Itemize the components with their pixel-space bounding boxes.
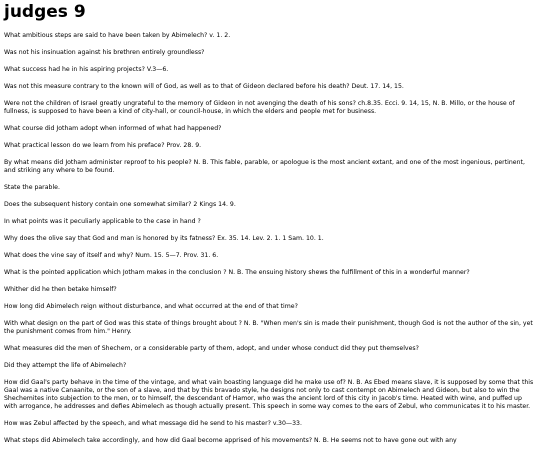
question-item: What success had he in his aspiring projects? V.3—6.	[4, 66, 169, 73]
question-item: Were not the children of Israel greatly ungrateful to the memory of Gideon in not avenging the death of his sons? ch.8.35. Ecci. 9. 14, 15, N. B. Millo, or the house of fullness, is supposed to have been a kind of city-hall, or council-house, in which the elders and people met for business.	[4, 100, 515, 115]
question-item: How did Gaal's party behave in the time of the vintage, and what vain boasting language did he make use of? N. B. As Ebed means slave, it is supposed by some that this Gaal was a native Canaanite, or the son of a slave, and that by this bravado style, he designs not only to cast contempt on Abimelech and Gideon, but also to win the Shechemites into subjection to the men, or to himself, the descendant of Hamor, who was the ancient lord of this city in Jacob's time. Heated with wine, and puffed up with arrogance, he addresses and defies Abimelech as though actually present. This speech in some way comes to the ears of Zebul, who communicates it to his master.	[4, 379, 534, 410]
question-item: With what design on the part of God was this state of things brought about ? N. B. "When men's sin is made their punishment, though God is not the author of the sin, yet the punishment comes from him." Henry.	[4, 320, 533, 335]
question-item: What steps did Abimelech take accordingly, and how did Gaal become apprised of his movements? N. B. He seems not to have gone out with any	[4, 437, 457, 444]
page-title: judges 9	[4, 2, 86, 22]
question-list	[4, 32, 534, 454]
question-item: Does the subsequent history contain one somewhat similar? 2 Kings 14. 9.	[4, 201, 236, 208]
question-item: Why does the olive say that God and man is honored by its fatness? Ex. 35. 14. Lev. 2. 1. 1 Sam. 10. 1.	[4, 235, 324, 242]
question-item: In what points was it peculiarly applicable to the case in hand ?	[4, 218, 201, 225]
question-item: Was not his insinuation against his brethren entirely groundless?	[4, 49, 205, 56]
question-item: State the parable.	[4, 184, 60, 191]
question-item: How long did Abimelech reign without disturbance, and what occurred at the end of that time?	[4, 303, 298, 310]
question-item: By what means did Jotham administer reproof to his people? N. B. This fable, parable, or apologue is the most ancient extant, and one of the most ingenious, pertinent, and striking any where to be found.	[4, 159, 525, 174]
question-item: How was Zebul affected by the speech, and what message did he send to his master? v.30—33.	[4, 420, 302, 427]
question-item: What does the vine say of itself and why? Num. 15. 5—7. Prov. 31. 6.	[4, 252, 219, 259]
question-item: What measures did the men of Shechem, or a considerable party of them, adopt, and under whose conduct did they put themselves?	[4, 345, 419, 352]
question-item: Was not this measure contrary to the known will of God, as well as to that of Gideon declared before his death? Deut. 17. 14, 15.	[4, 83, 404, 90]
question-item: What practical lesson do we learn from his preface? Prov. 28. 9.	[4, 142, 202, 149]
question-item: Whither did he then betake himself?	[4, 286, 117, 293]
question-item: What course did Jotham adopt when informed of what had happened?	[4, 125, 222, 132]
question-item: Did they attempt the life of Abimelech?	[4, 362, 127, 369]
question-item: What ambitious steps are said to have been taken by Abimelech? v. 1. 2.	[4, 32, 231, 39]
question-item: What is the pointed application which Jotham makes in the conclusion ? N. B. The ensuing history shews the fulfillment of this in a wonderful manner?	[4, 269, 470, 276]
